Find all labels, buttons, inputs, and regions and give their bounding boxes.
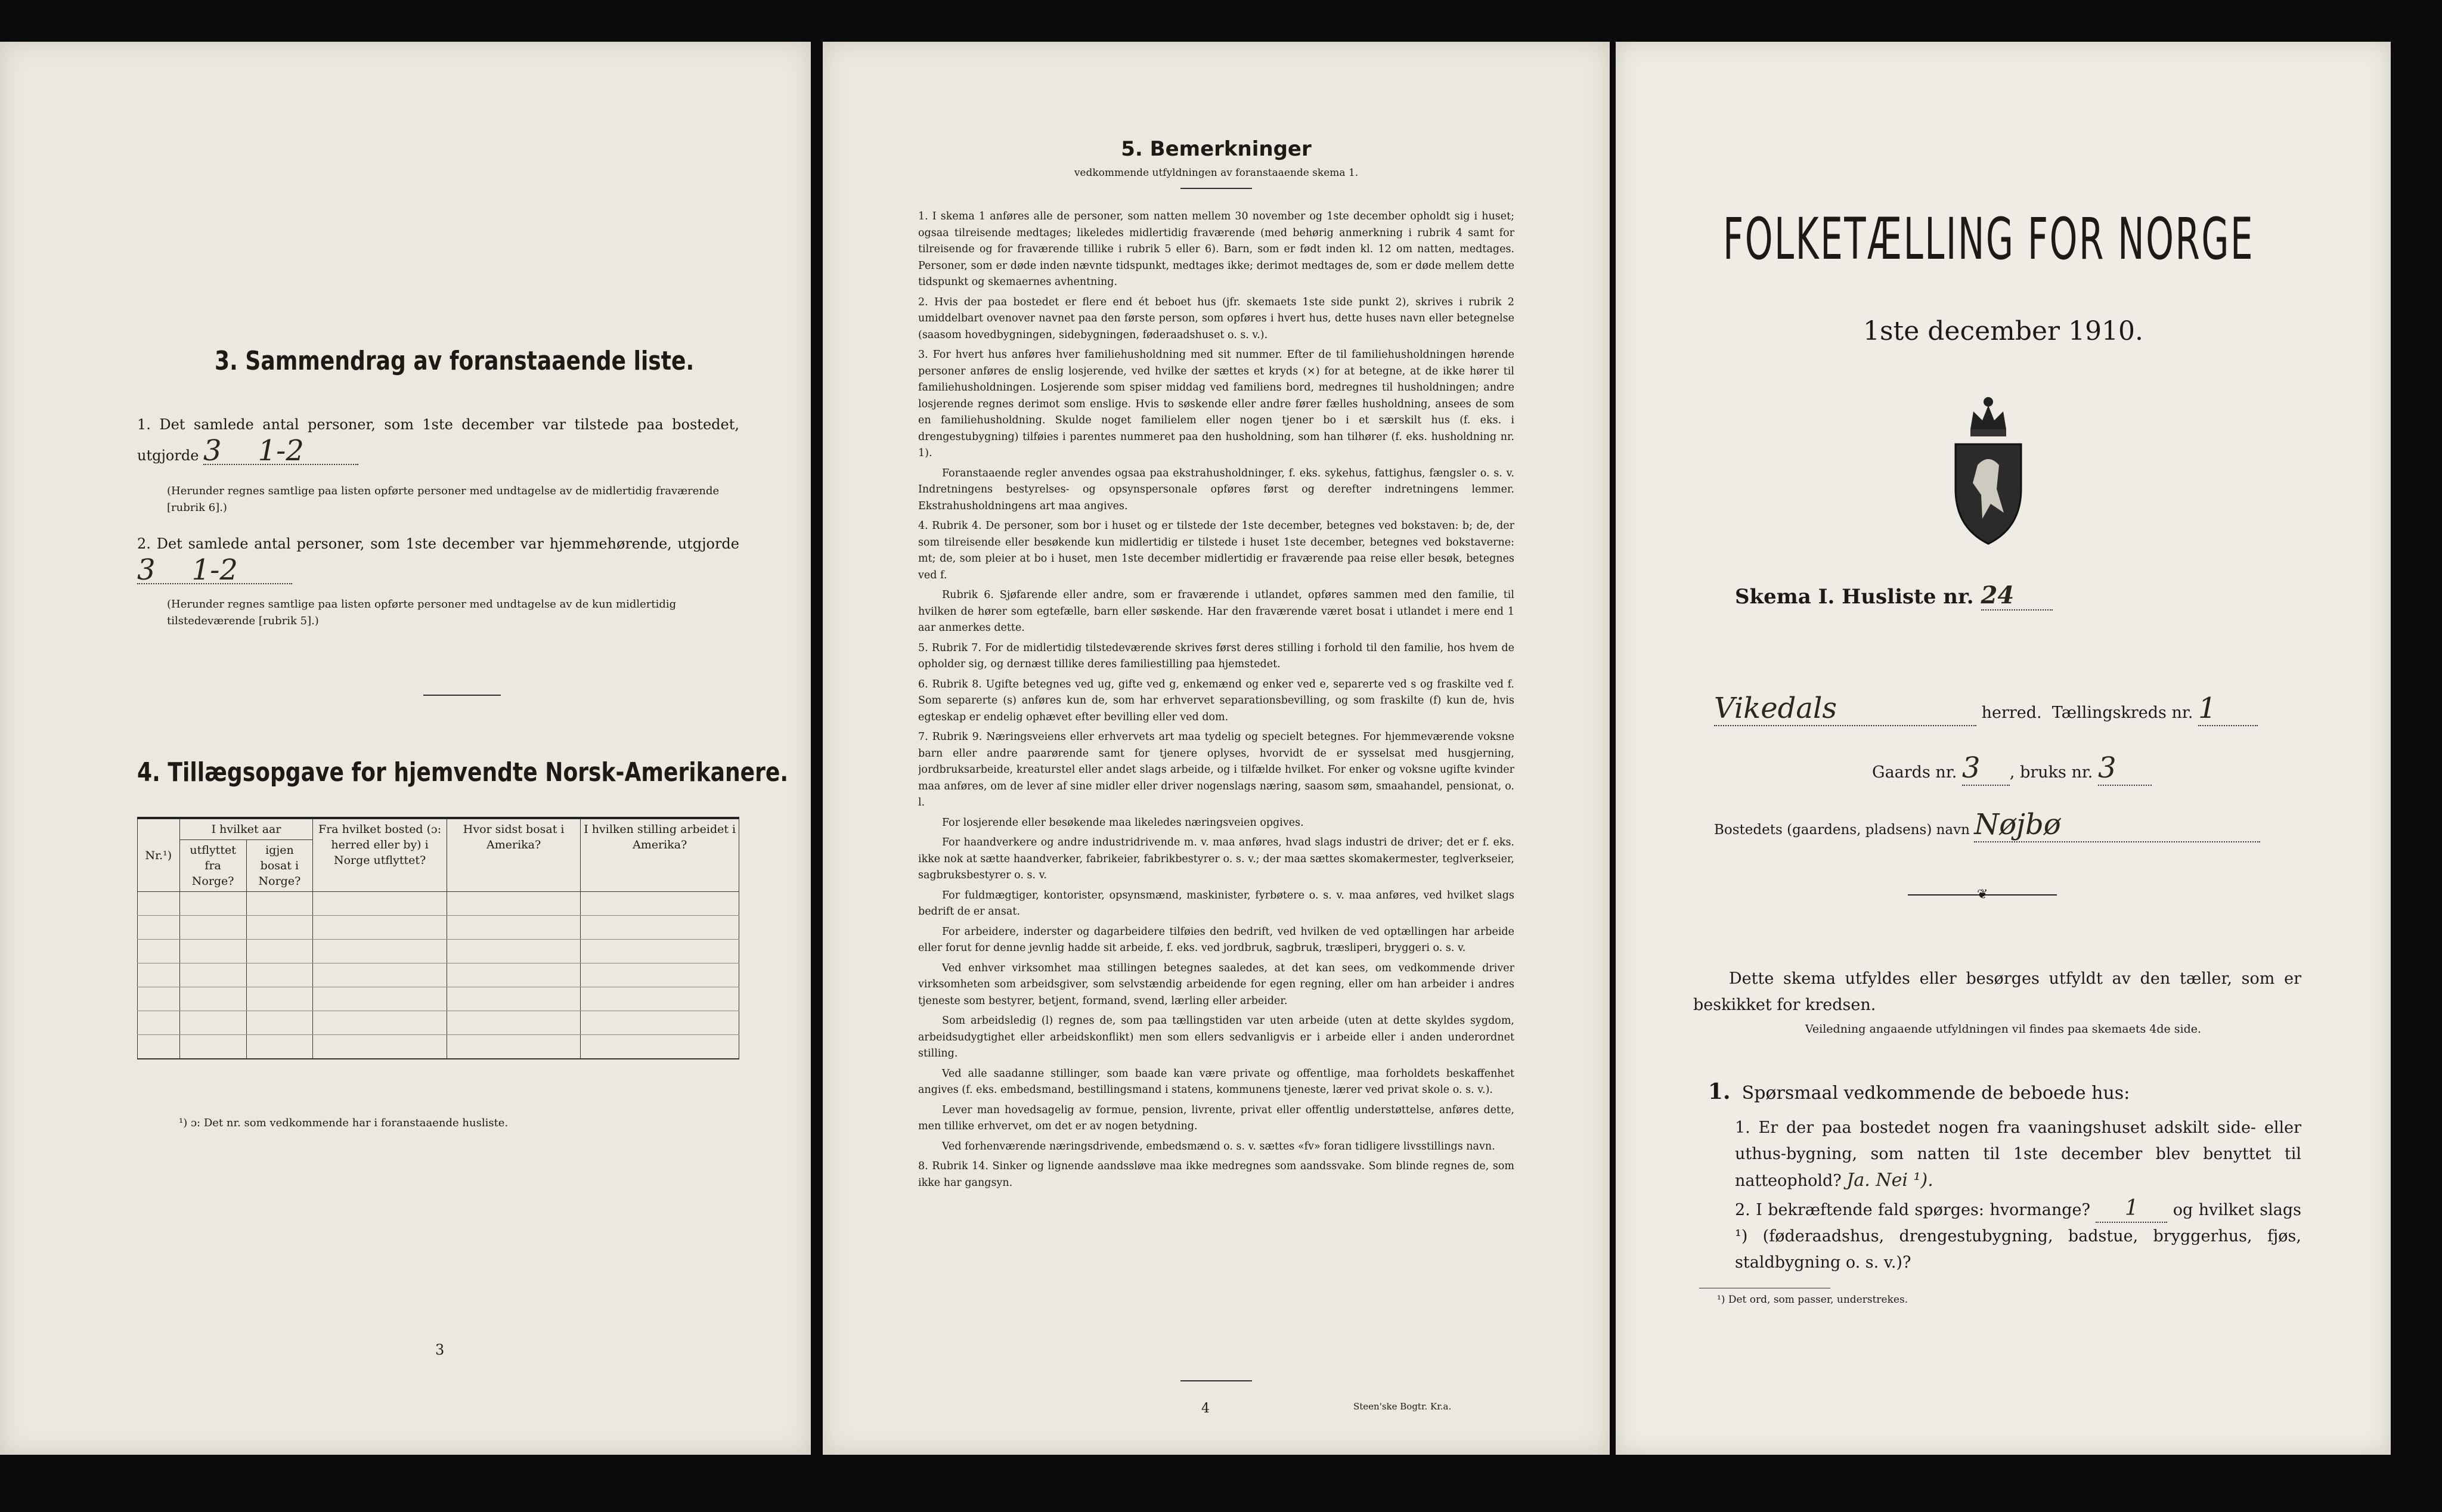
herred-line: [1714, 692, 2258, 726]
section4-title: 4. Tillægsopgave for hjemvendte Norsk-Amerikanere.: [137, 757, 789, 788]
th-stilling: I hvilken stilling arbeidet i Amerika?: [581, 818, 739, 892]
remark-paragraph: Ved enhver virksomhet maa stillingen betegnes saaledes, at det kan sees, om vedkommende driver virksomheten som arbeidsgiver, som selvstændig arbeidende for egen regning, eller om han arbeider i andres tjeneste som bestyrer, betjent, formand, svend, lærling eller arbeider.: [918, 962, 1514, 1007]
page-number: 4: [1201, 1401, 1210, 1416]
remark-paragraph: For fuldmægtiger, kontorister, opsynsmænd, maskinister, fyrbøtere o. s. v. maa anføres, ved hvilket slags bedrift de er ansat.: [918, 889, 1514, 918]
question-2-value[interactable]: 1: [2096, 1195, 2167, 1223]
husliste-number[interactable]: 24: [1981, 581, 2053, 611]
gaards-line: [1872, 751, 2152, 786]
norwegian-coat-of-arms-icon: [1947, 388, 2030, 549]
veiledning-text: Veiledning angaaende utfyldningen vil findes paa skemaets 4de side.: [1805, 1023, 2202, 1036]
bruks-label: , bruks nr.: [2009, 763, 2093, 782]
table-row[interactable]: [138, 963, 739, 987]
summary-item-2-note: (Herunder regnes samtlige paa listen opførte personer med undtagelse av de kun midlertidig tilstedeværende [rubrik 5].): [167, 598, 677, 627]
th-igjen: igjen bosat i Norge?: [246, 840, 313, 892]
skema-label: Skema I. Husliste nr.: [1735, 585, 1974, 609]
remarks-subtitle: vedkommende utfyldningen av foranstaaende skema 1.: [1074, 167, 1359, 179]
page-number: 3: [435, 1341, 445, 1358]
table-row[interactable]: [138, 940, 739, 963]
summary-item-2: [137, 531, 739, 588]
th-group: I hvilket aar: [179, 818, 313, 840]
summary-item-1-text: 1. Det samlede antal personer, som 1ste december var tilstede paa bostedet, utgjorde: [137, 416, 739, 464]
table-row[interactable]: [138, 987, 739, 1011]
bosted-value[interactable]: Nøjbø: [1974, 808, 2260, 842]
census-date: 1ste december 1910.: [1863, 316, 2144, 346]
divider: [1180, 1380, 1252, 1381]
ornament-icon: ❦: [1977, 887, 1988, 902]
page-middle: [823, 42, 1610, 1455]
th-nr: Nr.¹): [138, 818, 180, 892]
th-hvor: Hvor sidst bosat i Amerika?: [447, 818, 581, 892]
summary-item-2-text: 2. Det samlede antal personer, som 1ste december var hjemmehørende, utgjorde: [137, 535, 739, 552]
remarks-body: [918, 209, 1514, 1371]
herred-label: herred.: [1981, 704, 2042, 722]
summary-item-2-value[interactable]: 3 1-2: [137, 557, 292, 584]
remark-paragraph: 3. For hvert hus anføres hver familiehusholdning med sit nummer. Efter de til familiehusholdningen hørende personer anføres de enslig losjerende, ved hvilke der sættes et kryds (×) for at betegne, at de ikke hører til familiehusholdningen. Losjerende som spiser middag ved familiens bord, medregnes til husholdningen; andre losjerende regnes derimot som enslige. Hvis to søskende eller andre fører fælles husholdning, ansees de som en familiehusholdning. Skulde noget familielem eller nogen tjener bo i et særskilt hus (f. eks. i drengestubygning) tilføies i parentes nummeret paa den husholdning, som han tilhører (f. eks. husholdning nr. 1).: [918, 349, 1514, 459]
bosted-label: Bostedets (gaardens, pladsens) navn: [1714, 822, 1970, 838]
remark-paragraph: Ved alle saadanne stillinger, som baade kan være private og offentlige, maa forholdets beskaffenhet angives (f. eks. embedsmand, bestillingsmand i statens, kommunens tjeneste, lærer ved privat skole o. s. v.).: [918, 1067, 1514, 1096]
remark-paragraph: For losjerende eller besøkende maa likeledes næringsveien opgives.: [942, 816, 1304, 829]
skema-line: [1735, 581, 2053, 611]
norsk-amerikanere-table: [137, 817, 739, 1059]
section3-title: 3. Sammendrag av foranstaaende liste.: [215, 346, 695, 376]
remark-paragraph: 5. Rubrik 7. For de midlertidig tilstedeværende skrives først deres stilling i forhold til den familie, hos hvem de opholder sig, og dernæst tillike deres familiestilling paa hjemstedet.: [918, 642, 1514, 670]
th-fra: Fra hvilket bosted (ɔ: herred eller by) i Norge utflyttet?: [313, 818, 447, 892]
gaards-label: Gaards nr.: [1872, 763, 1957, 782]
summary-item-1: [137, 411, 739, 469]
remarks-title: 5. Bemerkninger: [1121, 137, 1312, 161]
remark-paragraph: For arbeidere, inderster og dagarbeidere tilføies den bedrift, ved hvilken de ved optællingen har arbeide eller forut for denne jevnlig hadde sit arbeide, f. eks. ved jordbruk, sagbruk, træsliperi, bryggeri o. s. v.: [918, 925, 1514, 954]
question-1-text: 1. Er der paa bostedet nogen fra vaaningshuset adskilt side- eller uthus-bygning, som natten til 1ste december blev benyttet til natteophold?: [1735, 1118, 2301, 1190]
question-1: [1735, 1115, 2301, 1194]
page-left: [0, 42, 811, 1455]
remark-paragraph: Rubrik 6. Sjøfarende eller andre, som er fraværende i utlandet, opføres sammen med den familie, til hvilken de hører som egtefælle, barn eller søskende. Har den fraværende været bosat i utlandet i mere end 1 aar anmerkes dette.: [918, 589, 1514, 634]
remark-paragraph: For haandverkere og andre industridrivende m. v. maa anføres, hvad slags industri de driver; det er f. eks. ikke nok at sætte haandverker, fabrikeier, fabrikbestyrer o. s. v.; der maa sættes skomakermester, teglverkseier, sagbruksbestyrer o. s. v.: [918, 836, 1514, 881]
remark-paragraph: Som arbeidsledig (l) regnes de, som paa tællingstiden var uten arbeide (uten at dette skyldes sygdom, arbeidsudygtighet eller arbeidskonflikt) men som ellers sedvanligvis er i arbeide eller i anden underordnet stilling.: [918, 1015, 1514, 1059]
printer-mark: Steen'ske Bogtr. Kr.a.: [1353, 1401, 1452, 1412]
divider: [1180, 188, 1252, 189]
remark-paragraph: 4. Rubrik 4. De personer, som bor i huset og er tilstede der 1ste december, betegnes ved bokstaven: b; de, der som tilreisende eller besøkende kun midlertidig er tilstede i huset 1ste december, betegnes ved bokstaverne: mt; de, som pleier at bo i huset, men 1ste december midlertidig er fraværende paa reise eller besøk, betegnes ved f.: [918, 520, 1514, 581]
remark-paragraph: 6. Rubrik 8. Ugifte betegnes ved ug, gifte ved g, enkemænd og enker ved e, separerte ved s og fraskilte ved f. Som separerte (s) anføres kun de, som har erhvervet separationsbevilling, og som fraskilte (f) kun de, hvis egteskap er endelig ophævet efter bevilling eller ved dom.: [918, 678, 1514, 723]
herred-value[interactable]: Vikedals: [1714, 692, 1976, 726]
remark-paragraph: 2. Hvis der paa bostedet er flere end ét beboet hus (jfr. skemaets 1ste side punkt 2), skrives i rubrik 2 umiddelbart ovenover navnet paa den første person, som opføres i hvert hus, dette huses navn eller betegnelse (saasom hovedbygningen, sidebygningen, føderaadshuset o. s. v.).: [918, 296, 1514, 341]
bruks-value[interactable]: 3: [2098, 751, 2152, 786]
table-footnote: ¹) ɔ: Det nr. som vedkommende har i foranstaaende husliste.: [179, 1117, 509, 1129]
kreds-value[interactable]: 1: [2198, 692, 2258, 726]
question-2-rest: og hvilket slags ¹) (føderaadshus, drengestubygning, badstue, bryggerhus, fjøs, staldbygning o. s. v.)?: [1735, 1201, 2301, 1272]
remark-paragraph: Lever man hovedsagelig av formue, pension, livrente, privat eller offentlig understøttelse, anføres dette, men tillike erhvervet, om det er av nogen betydning.: [918, 1104, 1514, 1132]
summary-item-1-note: (Herunder regnes samtlige paa listen opførte personer med undtagelse av de midlertidig fraværende [rubrik 6].): [167, 485, 720, 514]
page-right: [1616, 42, 2391, 1455]
table-row[interactable]: [138, 1035, 739, 1059]
divider: [423, 695, 501, 696]
remark-paragraph: Foranstaaende regler anvendes ogsaa paa ekstrahusholdninger, f. eks. sykehus, fattighus, fængsler o. s. v. Indretningens bestyrelses- og opsynspersonale opføres først og derefter indretningens lemmer. Ekstrahusholdningens art maa angives.: [918, 467, 1514, 512]
remark-paragraph: Ved forhenværende næringsdrivende, embedsmænd o. s. v. sættes «fv» foran tidligere livsstillings navn.: [942, 1140, 1495, 1152]
gaards-value[interactable]: 3: [1962, 751, 2010, 786]
page-title: FOLKETÆLLING FOR NORGE: [1723, 206, 2255, 272]
remark-paragraph: 1. I skema 1 anføres alle de personer, som natten mellem 30 november og 1ste december opholdt sig i huset; ogsaa tilreisende medtages; likeledes midlertidig fraværende (med behørig anmerkning i rubrik 4 samt for tilreisende og for fraværende tillike i rubrik 5 eller 6). Barn, som er født inden kl. 12 om natten, medtages. Personer, som er døde inden nævnte tidspunkt, medtages ikke; derimot medtages de, som er døde mellem dette tidspunkt og skemaernes avhentning.: [918, 210, 1514, 288]
intro-text: Dette skema utfyldes eller besørges utfyldt av den tæller, som er beskikket for kredsen.: [1693, 969, 2301, 1014]
question-1-answer[interactable]: Ja. Nei ¹).: [1846, 1170, 1933, 1191]
question-2-text: 2. I bekræftende fald spørges: hvormange?: [1735, 1201, 2090, 1219]
page-footnote: ¹) Det ord, som passer, understrekes.: [1717, 1294, 1908, 1306]
summary-item-1-value[interactable]: 3 1-2: [203, 438, 358, 465]
kreds-label: Tællingskreds nr.: [2051, 704, 2193, 722]
table-row[interactable]: [138, 892, 739, 916]
question-2: [1735, 1195, 2301, 1276]
questions-heading: 1. Spørsmaal vedkommende de beboede hus:: [1708, 1079, 2130, 1104]
bosted-line: [1714, 808, 2260, 842]
remark-paragraph: 8. Rubrik 14. Sinker og lignende aandssløve maa ikke medregnes som aandssvake. Som blinde regnes de, som ikke har gangsyn.: [918, 1160, 1514, 1189]
table-row[interactable]: [138, 916, 739, 940]
remark-paragraph: 7. Rubrik 9. Næringsveiens eller erhvervets art maa tydelig og specielt betegnes. For hjemmeværende voksne barn eller andre paarørende samt for tjenere oplyses, hvorvidt de er sysselsat med husgjerning, jordbruksarbeide, kreaturstel eller andet slags arbeide, og i tilfælde hvilket. For enker og voksne ugifte kvinder maa anføres, om de lever af sine midler eller driver nogenslags næring, saasom søm, smaahandel, pensionat, o. l.: [918, 731, 1514, 808]
table-row[interactable]: [138, 1011, 739, 1035]
th-utflyttet: utflyttet fra Norge?: [179, 840, 246, 892]
